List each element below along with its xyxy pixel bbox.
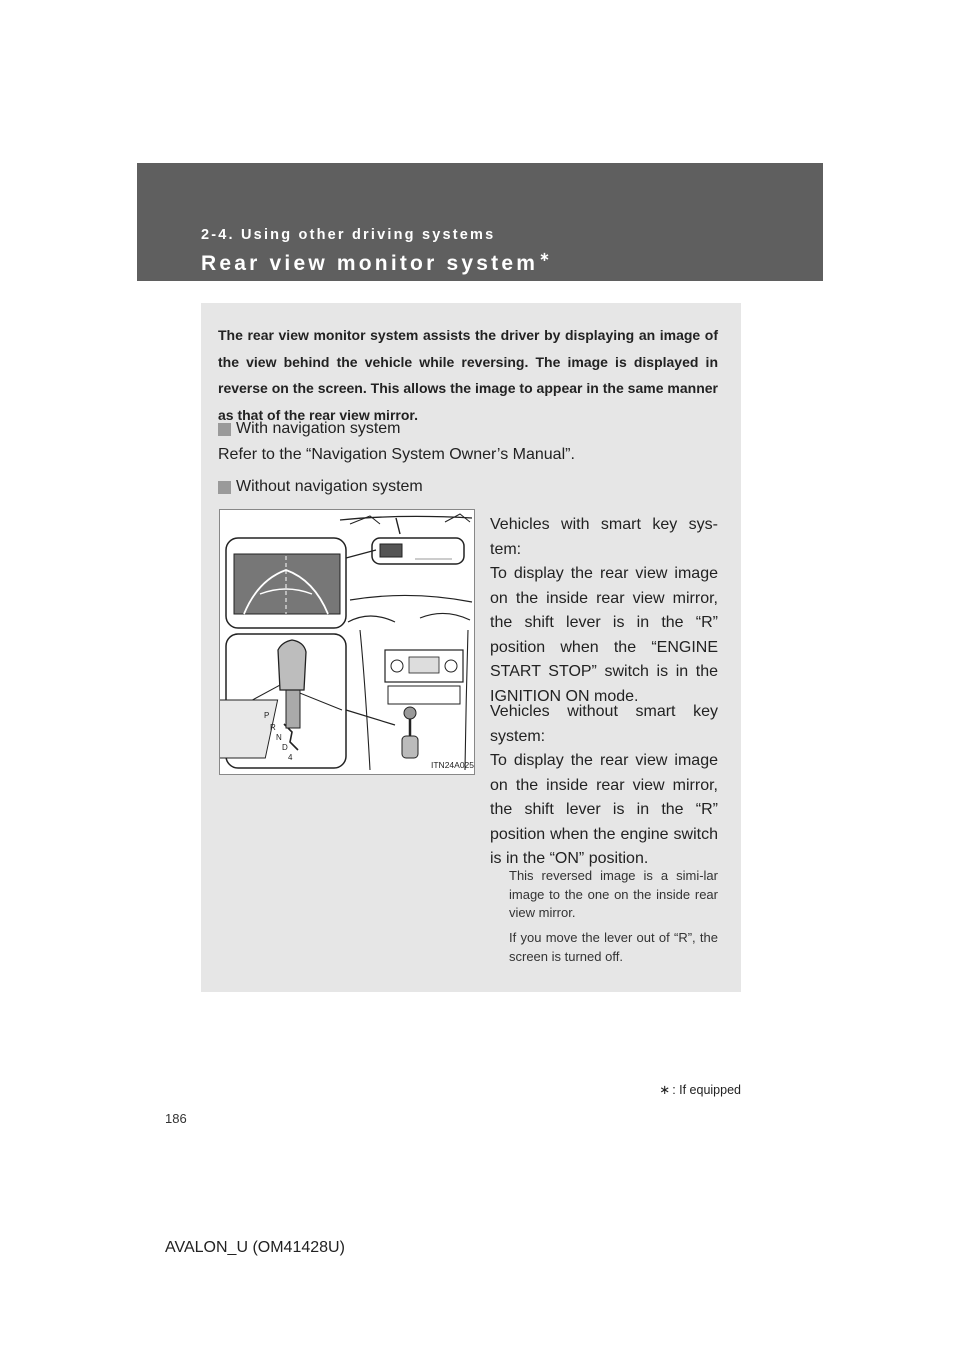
note-text: If you move the lever out of “R”, the screen is turned off.: [509, 930, 718, 964]
subheading-with-navigation: [218, 420, 401, 438]
footnote: [659, 1082, 741, 1098]
intro-paragraph: The rear view monitor system assists the driver by displaying an image of the view behind the vehicle while reversing. The image is displayed in reverse on the screen. This allows the image to appear in the same manner as that of the rear view mirror.: [218, 327, 718, 423]
header-band: [137, 163, 823, 281]
equipped-marker: ∗: [539, 249, 550, 264]
illustration-svg: [220, 510, 474, 774]
smart-key-text: To display the rear view image on the inside rear view mirror, the shift lever is in the “R” position when the “ENGINE START STOP” switch is in the IGNITION ON mode.: [490, 565, 718, 705]
smart-key-block: [490, 513, 718, 709]
document-id: AVALON_U (OM41428U): [165, 1239, 345, 1256]
note-2: [509, 929, 718, 966]
shift-letter: D: [282, 743, 288, 752]
square-bullet-icon: [218, 481, 231, 494]
no-smart-key-text: To display the rear view image on the inside rear view mirror, the shift lever is in the “R” position when the engine switch is in the “ON” position.: [490, 752, 718, 867]
note-1: [509, 867, 718, 923]
content-box: [201, 303, 741, 992]
no-smart-key-label: Vehicles without smart key system:: [490, 703, 718, 745]
shift-lever-illustration: [219, 509, 475, 775]
no-smart-key-block: [490, 700, 718, 872]
subheading-text: Without navigation system: [236, 478, 423, 495]
page-number: 186: [165, 1111, 187, 1126]
note-text: This reversed image is a simi-lar image to the one on the inside rear view mirror.: [509, 868, 718, 920]
page-title-text: Rear view monitor system: [201, 252, 539, 275]
shift-letter: N: [276, 733, 282, 742]
section-label: 2-4. Using other driving systems: [201, 227, 496, 243]
shift-letter: R: [270, 723, 276, 732]
equipped-marker: ∗: [659, 1082, 671, 1097]
with-navigation-text: Refer to the “Navigation System Owner’s Manual”.: [218, 446, 575, 463]
shift-letter: P: [264, 711, 270, 720]
subheading-text: With navigation system: [236, 420, 401, 437]
square-bullet-icon: [218, 423, 231, 436]
subheading-without-navigation: [218, 478, 423, 496]
figure-code: ITN24A025: [431, 760, 474, 770]
footnote-text: : If equipped: [672, 1083, 741, 1097]
smart-key-label: Vehicles with smart key sys-tem:: [490, 516, 718, 558]
page-title: [201, 249, 550, 276]
shift-letter: 4: [288, 753, 293, 762]
